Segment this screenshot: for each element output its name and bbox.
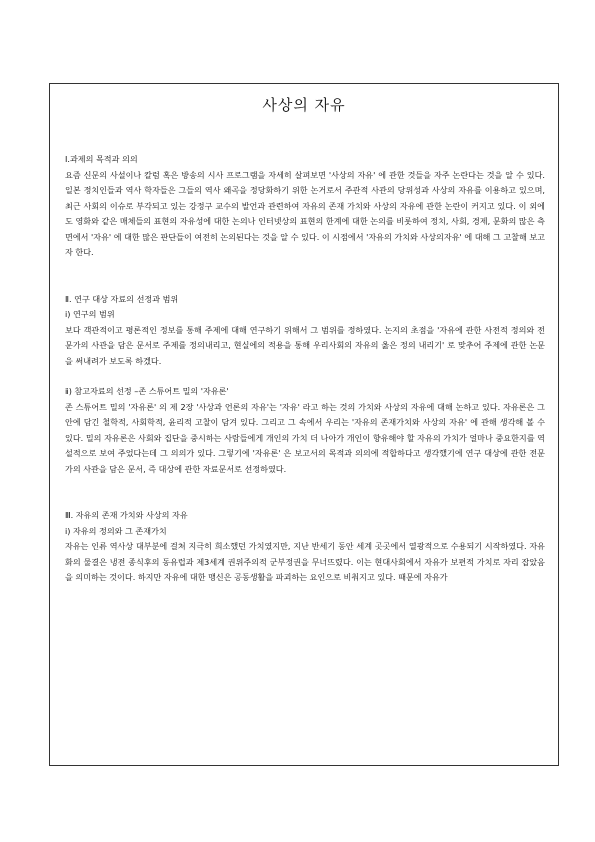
section-2-sub-1-heading: ⅰ) 연구의 범위 bbox=[65, 309, 115, 319]
document-frame bbox=[49, 83, 559, 766]
section-2-sub-1-paragraph: 보다 객관적이고 평론적인 정보를 통해 주제에 대해 연구하기 위해서 그 범위를 정하였다. 논지의 초점을 '자유에 관한 사전적 정의와 전문가의 사관을 담은 문서로 주제를 정의내리고, 현실에의 적용을 통해 우리사회의 자유의 옳은 정의 내리기' 로 맞추어 주제에 관한 논문을 써내려가 보도록 하겠다. bbox=[65, 324, 545, 366]
section-2-sub-2-heading: ⅱ) 참고자료의 선정 –존 스튜어트 밀의 '자유론' bbox=[65, 386, 229, 396]
document-body bbox=[65, 152, 545, 586]
document-title: 사상의 자유 bbox=[262, 96, 346, 114]
section-2-heading: Ⅱ. 연구 대상 자료의 선정과 범위 bbox=[65, 293, 179, 304]
section-3-sub-1-heading: ⅰ) 자유의 정의와 그 존재가치 bbox=[65, 525, 167, 536]
section-1-paragraph: 요즘 신문의 사설이나 칼럼 혹은 방송의 시사 프로그램을 자세히 살펴보면 '사상의 자유' 에 관한 것들을 자주 논란다는 것을 알 수 있다. 일본 정치인들과 역사 학자들은 그들의 역사 왜곡을 정당화하기 위한 논거로서 주관적 사관의 당위성과 사상의 자유를 이용하고 있으며, 최근 사회의 이슈로 부각되고 있는 강정구 교수의 발언과 관련하여 자유의 존재 가치와 사상의 자유에 관한 논란이 커지고 있다. 이 외에도 영화와 같은 매체들의 표현의 자유성에 대한 논의나 인터넷상의 표현의 한계에 대한 논의를 비롯하여 정치, 사회, 경제, 문화의 많은 측면에서 '자유' 에 대한 많은 판단들이 여전히 논의된다는 것을 알 수 있다. 이 시점에서 '자유의 가치와 사상의자유' 에 대해 그 고찰해 보고자 한다. bbox=[65, 169, 545, 257]
section-2-sub-2-paragraph: 존 스튜어트 밀의 '자유론' 의 제 2장 '사상과 언론의 자유'는 '자유' 라고 하는 것의 가치와 사상의 자유에 대해 논하고 있다. 자유론은 그 안에 담긴 철학적, 사회학적, 윤리적 고찰이 담겨 있다. 그리고 그 속에서 우리는 '자유의 존재가치와 사상의 자유' 에 관해 생각해 볼 수 있다. 밀의 자유론은 사회와 집단을 중시하는 사람들에게 개인의 가치 더 나아가 개인이 향유해야 할 자유의 가치가 얼마나 중요한지를 역설적으로 보여 주었다는데 그 의의가 있다. 그렇기에 '자유론' 은 보고서의 목적과 의의에 적합하다고 생각했기에 연구 대상에 관한 전문가의 사관을 담은 문서, 즉 대상에 관한 자료문서로 선정하였다. bbox=[65, 401, 545, 474]
section-3-sub-1-paragraph: 자유는 인류 역사상 대부분에 걸쳐 지극히 희소했던 가치였지만, 지난 반세기 동안 세계 곳곳에서 열광적으로 수용되기 시작하였다. 자유화의 물결은 냉전 종식후의 동유럽과 제3세계 권위주의적 군부정권을 무너뜨렸다. 이는 현대사회에서 자유가 보편적 가치로 자리 잡았음을 의미하는 것이다. 하지만 자유에 대한 맹신은 공동생활을 파괴하는 요인으로 비춰지고 있다. 때문에 자유가 bbox=[65, 541, 545, 582]
section-3-heading: Ⅲ. 자유의 존재 가치와 사상의 자유 bbox=[65, 510, 188, 520]
section-1-heading: Ⅰ.과제의 목적과 의의 bbox=[65, 154, 138, 164]
